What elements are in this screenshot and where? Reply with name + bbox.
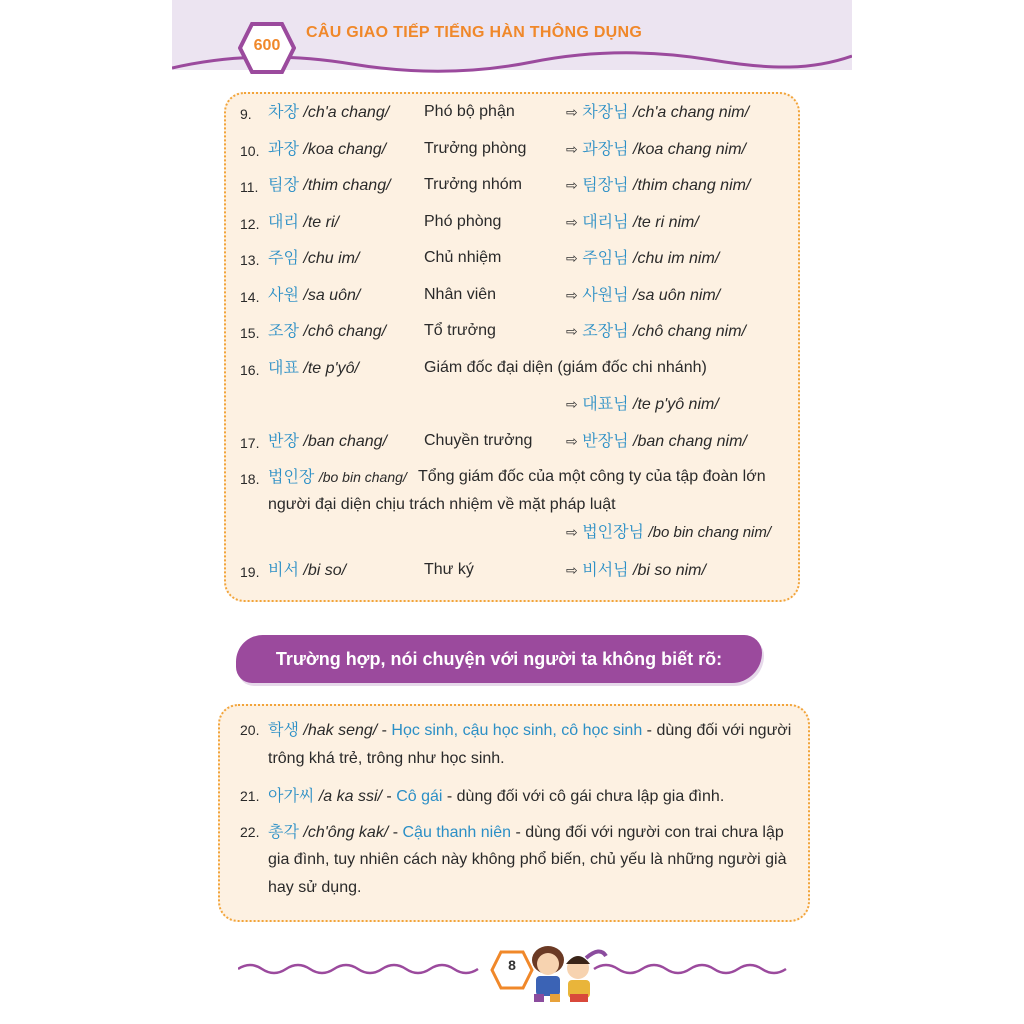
korean-honorific: 반장님	[582, 431, 629, 450]
meaning: Cô gái	[396, 788, 443, 805]
arrow-right-icon: ⇨	[566, 288, 578, 304]
korean-word: 아가씨	[268, 786, 315, 805]
korean-honorific: 과장님	[582, 139, 629, 158]
item-number: 21.	[240, 788, 260, 804]
honorific-form	[566, 522, 771, 543]
honorific-form	[566, 248, 719, 269]
korean-honorific: 법인장님	[582, 522, 645, 541]
title-number: 15.	[240, 325, 260, 341]
romanization: /hak seng/	[303, 722, 378, 739]
vietnamese-meaning: Trưởng nhóm	[424, 176, 522, 193]
romanization: /chu im/	[303, 250, 360, 267]
honorific-form	[566, 175, 750, 196]
title-number: 12.	[240, 216, 260, 232]
vietnamese-meaning: Nhân viên	[424, 286, 497, 303]
title-number: 18.	[240, 471, 260, 487]
honorific-form	[566, 285, 720, 306]
romanization: /chô chang/	[303, 323, 387, 340]
korean-word: 총각	[268, 822, 299, 841]
arrow-right-icon: ⇨	[566, 251, 578, 267]
korean-honorific: 대리님	[582, 212, 629, 231]
korean-word: 팀장	[268, 175, 299, 194]
vietnamese-meaning: Trưởng phòng	[424, 140, 527, 157]
korean-word: 주임	[268, 248, 299, 267]
korean-honorific: 조장님	[582, 321, 629, 340]
honorific-form	[566, 431, 747, 452]
honorific-form	[566, 394, 719, 415]
honorific-form	[566, 139, 746, 160]
page-number: 8	[508, 957, 516, 973]
title-number: 17.	[240, 435, 260, 451]
vietnamese-meaning: Giám đốc đại diện (giám đốc chi nhánh)	[424, 359, 707, 376]
table-row	[268, 248, 359, 269]
separator: -	[388, 824, 403, 841]
vietnamese-meaning: Chủ nhiệm	[424, 249, 502, 266]
korean-word: 반장	[268, 431, 299, 450]
romanization-honorific: /te ri nim/	[633, 214, 699, 231]
vietnamese-meaning: Phó bộ phận	[424, 103, 515, 120]
arrow-right-icon: ⇨	[566, 324, 578, 340]
vietnamese-meaning: Chuyền trưởng	[424, 432, 533, 449]
book-title: CÂU GIAO TIẾP TIẾNG HÀN THÔNG DỤNG	[306, 24, 643, 41]
honorific-form	[566, 212, 699, 233]
arrow-right-icon: ⇨	[566, 434, 578, 450]
korean-word: 조장	[268, 321, 299, 340]
title-number: 19.	[240, 564, 260, 580]
arrow-right-icon: ⇨	[566, 397, 578, 413]
table-row	[268, 212, 339, 233]
arrow-right-icon: ⇨	[566, 105, 578, 121]
romanization: /te p'yô/	[303, 360, 359, 377]
title-number: 13.	[240, 252, 260, 268]
romanization: /te ri/	[303, 214, 339, 231]
korean-word: 비서	[268, 560, 299, 579]
korean-word: 법인장	[268, 467, 315, 486]
korean-word: 과장	[268, 139, 299, 158]
korean-honorific: 비서님	[582, 560, 629, 579]
romanization: /ch'ông kak/	[303, 824, 389, 841]
title-number: 9.	[240, 106, 252, 122]
romanization: /ch'a chang/	[303, 104, 390, 121]
arrow-right-icon: ⇨	[566, 563, 578, 579]
description: - dùng đối với người con trai chưa lập	[511, 824, 784, 841]
table-row	[268, 467, 407, 488]
korean-word: 차장	[268, 102, 299, 121]
romanization: /bo bin chang/	[318, 469, 407, 485]
table-row	[268, 285, 360, 306]
list-item	[268, 818, 784, 847]
romanization: /thim chang/	[303, 177, 391, 194]
table-row	[268, 175, 391, 196]
romanization-honorific: /sa uôn nim/	[633, 287, 721, 304]
romanization: /koa chang/	[303, 141, 387, 158]
separator: -	[377, 722, 392, 739]
korean-honorific: 대표님	[582, 394, 629, 413]
description: - dùng đối với cô gái chưa lập gia đình.	[442, 788, 725, 805]
romanization-honorific: /ban chang nim/	[633, 433, 747, 450]
korean-word: 사원	[268, 285, 299, 304]
romanization-honorific: /ch'a chang nim/	[633, 104, 750, 121]
list-item	[268, 716, 791, 745]
table-row	[268, 321, 386, 342]
table-row	[268, 560, 346, 581]
title-number: 14.	[240, 289, 260, 305]
romanization-honorific: /koa chang nim/	[633, 141, 746, 158]
vietnamese-meaning: Phó phòng	[424, 213, 502, 230]
table-row	[268, 102, 389, 123]
description-cont: hay sử dụng.	[268, 879, 362, 896]
korean-word: 대표	[268, 358, 299, 377]
separator: -	[381, 788, 397, 805]
romanization-honorific: /bi so nim/	[633, 562, 706, 579]
romanization: /a ka ssi/	[318, 788, 382, 805]
item-number: 22.	[240, 824, 260, 840]
description-cont: trông khá trẻ, trông như học sinh.	[268, 750, 505, 767]
list-item	[268, 782, 724, 811]
honorific-form	[566, 102, 749, 123]
korean-honorific: 차장님	[582, 102, 629, 121]
korean-honorific: 주임님	[582, 248, 629, 267]
vietnamese-meaning: Tổ trưởng	[424, 322, 496, 339]
description: - dùng đối với người	[642, 722, 792, 739]
romanization: /sa uôn/	[303, 287, 361, 304]
title-number: 11.	[240, 179, 259, 195]
title-number: 10.	[240, 143, 260, 159]
romanization-honorific: /thim chang nim/	[633, 177, 751, 194]
arrow-right-icon: ⇨	[566, 178, 578, 194]
arrow-right-icon: ⇨	[566, 525, 578, 541]
korean-word: 대리	[268, 212, 299, 231]
arrow-right-icon: ⇨	[566, 215, 578, 231]
romanization-honorific: /chô chang nim/	[633, 323, 746, 340]
honorific-form	[566, 560, 706, 581]
vietnamese-meaning-cont: người đại diện chịu trách nhiệm về mặt pháp luật	[268, 496, 616, 513]
table-row	[268, 139, 386, 160]
table-row	[268, 358, 359, 379]
romanization: /ban chang/	[303, 433, 387, 450]
meaning: Học sinh, cậu học sinh, cô học sinh	[391, 722, 643, 739]
romanization-honorific: /te p'yô nim/	[633, 396, 719, 413]
vietnamese-meaning: Tổng giám đốc của một công ty của tập đoàn lớn	[418, 468, 766, 485]
korean-honorific: 사원님	[582, 285, 629, 304]
description-cont: gia đình, tuy nhiên cách này không phổ biến, chủ yếu là những người già	[268, 851, 787, 868]
korean-word: 학생	[268, 720, 299, 739]
meaning: Cậu thanh niên	[402, 824, 512, 841]
section-banner: Trường hợp, nói chuyện với người ta không biết rõ:	[236, 635, 762, 683]
vietnamese-meaning: Thư ký	[424, 561, 474, 578]
logo-number: 600	[253, 37, 281, 54]
table-row	[268, 431, 387, 452]
romanization: /bi so/	[303, 562, 347, 579]
arrow-right-icon: ⇨	[566, 142, 578, 158]
korean-honorific: 팀장님	[582, 175, 629, 194]
romanization-honorific: /chu im nim/	[633, 250, 720, 267]
honorific-form	[566, 321, 746, 342]
title-number: 16.	[240, 362, 260, 378]
cartoon-kids-icon	[520, 938, 610, 1004]
romanization-honorific: /bo bin chang nim/	[648, 524, 772, 541]
item-number: 20.	[240, 722, 260, 738]
